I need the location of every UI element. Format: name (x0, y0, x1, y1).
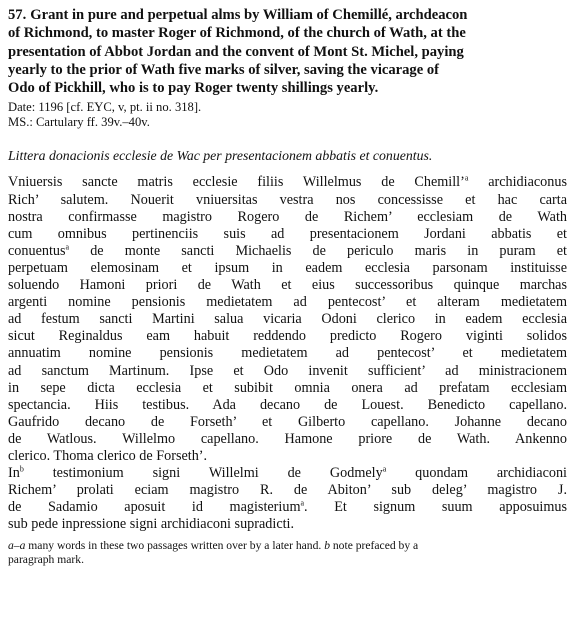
heading-line: of Richmond, to master Roger of Richmond, of the church of Wath, at the (8, 25, 466, 42)
text-line: ad festum sancti Martini salua vicaria Odoni clerico in eadem ecclesia (8, 311, 567, 328)
text-line: Richem’ prolati eciam magistro R. de Abiton’ sub deleg’ magistro J. (8, 482, 567, 499)
footnote-line: paragraph mark. (8, 552, 84, 566)
charter-text (8, 174, 567, 533)
text-line: de Watlous. Willelmo capellano. Hamone priore de Wath. Ankenno (8, 430, 567, 447)
footnote-marker: a–a (8, 539, 26, 553)
text-line: Gaufrido decano de Forseth’ et Gilberto capellano. Johanne decano (8, 413, 567, 430)
footnote-line: a–a many words in these two passages written over by a later hand. b note prefaced by a (8, 539, 419, 553)
text-line: nostra confirmasse magistro Rogero de Richem’ ecclesiam de Wath (8, 208, 567, 225)
text-line: sicut Reginaldus eam habuit reddendo predicto Rogero viginti solidos (8, 328, 567, 345)
text-line: cum omnibus pertinenciis suis ad presentacionem Jordani abbatis et (8, 225, 567, 242)
footnote-mark: b (19, 464, 24, 474)
charter-metadata (8, 100, 567, 130)
manuscript-line: MS.: Cartulary ff. 39v.–40v. (8, 115, 150, 130)
date-line: Date: 1196 [cf. EYC, v, pt. ii no. 318]. (8, 100, 202, 115)
text-line: argenti nomine pensionis medietatem ad pentecost’ et alteram medietatem (8, 294, 567, 311)
text-line: spectancia. Hiis testibus. Ada decano de Louest. Benedicto capellano. (8, 396, 567, 413)
text-line: conuentus$^a$ de monte sancti Michaelis de periculo maris in puram et (8, 242, 567, 259)
text-line: Rich’ salutem. Nouerit vniuersitas vestra nos concessisse et hac carta (8, 191, 567, 208)
footnote-mark: a (382, 464, 387, 474)
rubric: Littera donacionis ecclesie de Wac per presentacionem abbatis et conuentus. (8, 148, 433, 164)
text-line: sub pede inpressione signi archidiaconi supradicti. (8, 516, 295, 533)
text-line: annuatim nomine pensionis medietatem ad pentecost’ et medietatem (8, 345, 567, 362)
text-line: ad sanctum Martinum. Ipse et Odo invenit sufficient’ ad ministracionem (8, 362, 567, 379)
charter-heading (8, 6, 567, 97)
heading-line: yearly to the prior of Wath five marks of silver, saving the vicarage of (8, 61, 439, 78)
footnotes (8, 539, 567, 566)
text-line: perpetuam elemosinam et ipsum in eadem ecclesia parsonam instituisse (8, 259, 567, 276)
footnote-marker: b (324, 539, 330, 553)
text-line: Vniuersis sancte matris ecclesie filiis Willelmus de Chemill’$^a$ archidiaconus (8, 173, 567, 191)
text-line: de Sadamio aposuit id magisterium$^a$. Et signum suum apposuimus (8, 498, 568, 516)
charter-number: 57. (8, 7, 27, 23)
text-line: clerico. Thoma clerico de Forseth’. (8, 447, 208, 464)
footnote-mark: a (65, 242, 70, 252)
heading-line: 57. Grant in pure and perpetual alms by William of Chemillé, archdeacon (8, 7, 468, 23)
text-line: in sepe dicta ecclesia et subibit omnia onera ad prefatam ecclesiam (8, 379, 567, 396)
footnote-mark: a (464, 173, 469, 183)
footnote-mark: a (300, 498, 305, 508)
heading-line: Odo of Pickhill, who is to pay Roger twenty shillings yearly. (8, 80, 379, 97)
text-line: In$^b$ testimonium signi Willelmi de Godmely$^a$ quondam archidiaconi (8, 464, 567, 482)
heading-line: presentation of Abbot Jordan and the convent of Mont St. Michel, paying (8, 43, 464, 60)
text-line: soluendo Hamoni priori de Wath et eius successoribus quinque marchas (8, 277, 567, 294)
